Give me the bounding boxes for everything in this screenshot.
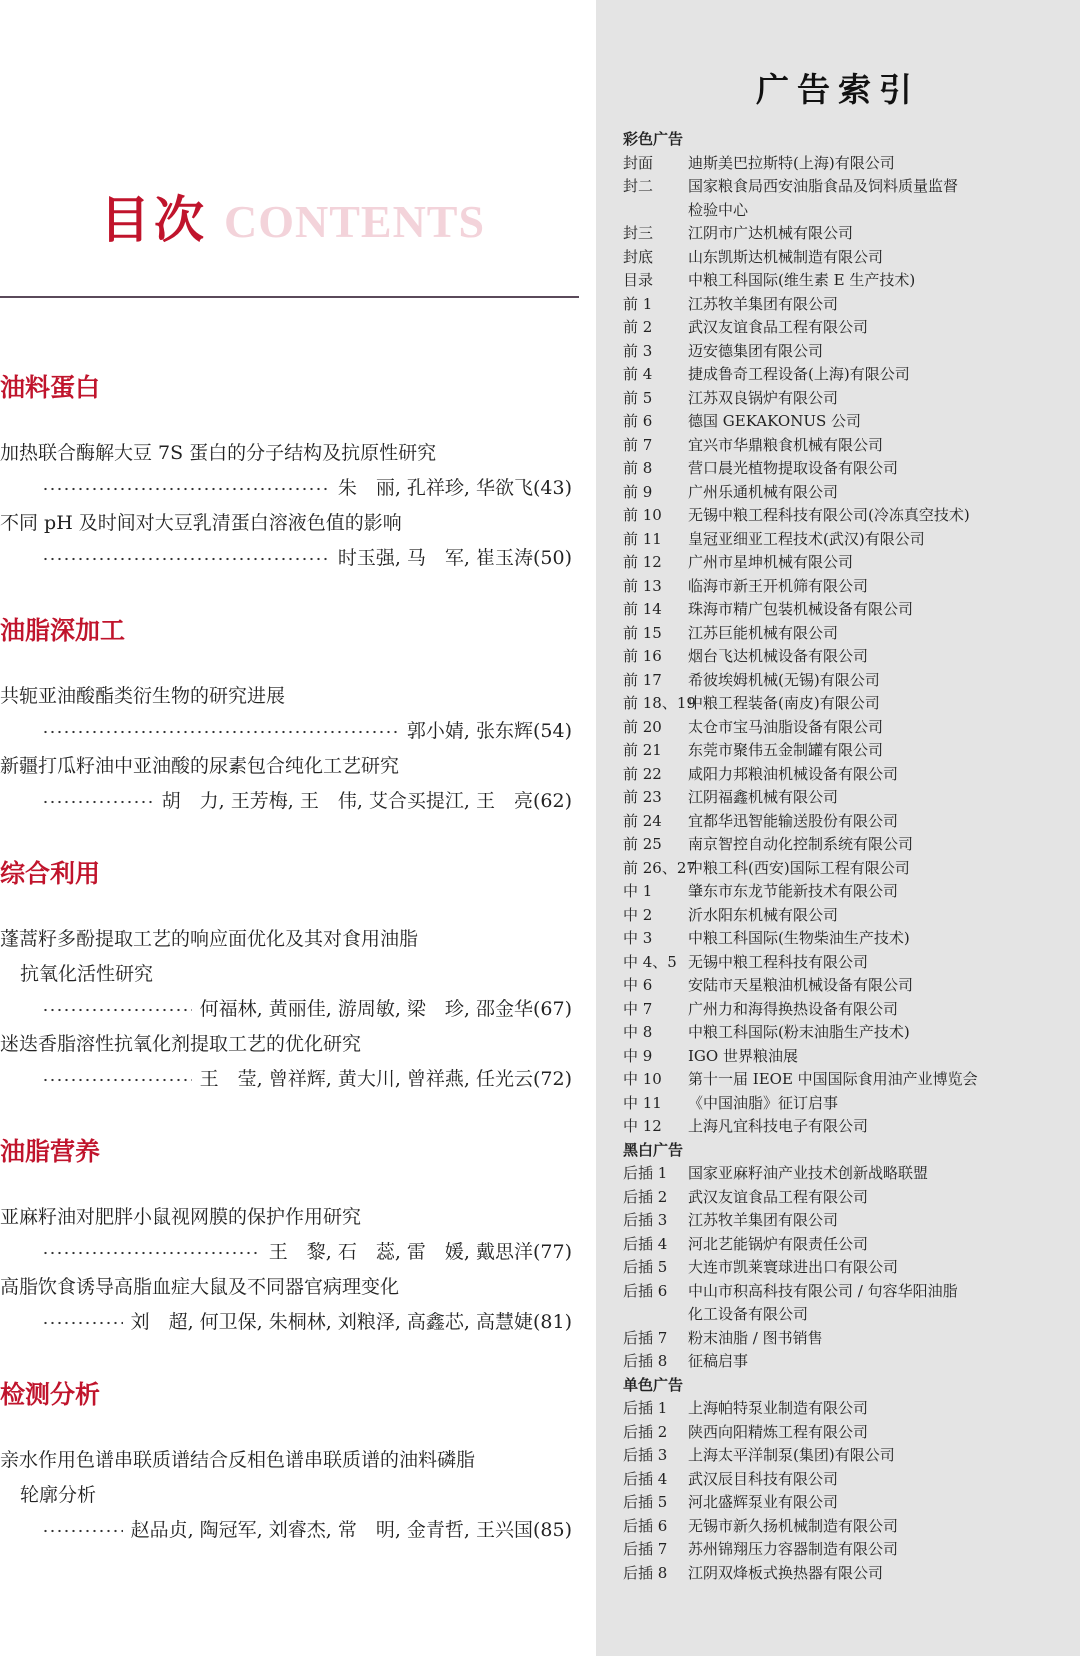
ad-entry [623,786,978,810]
ad-entry [623,575,978,599]
ad-entry [623,974,978,998]
ad-company: 广州乐通机械有限公司 [688,482,839,501]
ad-company: 皇冠亚细亚工程技术(武汉)有限公司 [688,529,925,548]
ad-entry [623,387,978,411]
toc-section [0,1132,572,1340]
article-page[interactable]: (85) [532,1519,572,1541]
ad-index-list [623,128,978,1585]
article-title[interactable]: 高脂饮食诱导高脂血症大鼠及不同器官病理变化 [0,1276,400,1298]
ad-position: 前 7 [623,435,653,454]
ad-entry [623,904,978,928]
dot-leader [42,1078,192,1082]
ad-entry [623,481,978,505]
ad-position: 后插 1 [623,1399,668,1417]
ad-entry [623,692,978,716]
ad-entry [623,1021,978,1045]
ad-entry [623,504,978,528]
article-byline [0,1062,572,1097]
ad-company: 迪斯美巴拉斯特(上海)有限公司 [688,153,895,172]
ad-entry [623,1491,978,1515]
ad-company: 珠海市精广包装机械设备有限公司 [688,600,914,618]
ad-position: 前 21 [623,741,662,759]
ad-company: 南京智控自动化控制系统有限公司 [688,835,914,853]
ad-entry [623,410,978,434]
ad-entry [623,199,978,223]
ad-position: 前 13 [623,576,662,595]
section-heading: 油脂营养 [0,1137,101,1166]
article-title[interactable]: 轮廓分析 [20,1484,97,1506]
article-byline [0,541,572,576]
ad-position: 中 1 [623,882,653,900]
ad-position: 后插 2 [623,1422,668,1441]
ad-position: 后插 4 [623,1234,668,1253]
ad-company: 上海帕特泵业制造有限公司 [688,1399,869,1417]
article-page[interactable]: (43) [532,477,572,499]
ad-position [623,199,688,223]
dot-leader [42,1321,123,1325]
dot-leader [42,1251,261,1255]
ad-position: 后插 4 [623,1469,668,1488]
ad-entry [623,1115,978,1139]
ad-company: 上海太平洋制泵(集团)有限公司 [688,1446,895,1464]
ad-company: 迈安德集团有限公司 [688,341,824,360]
ad-entry [623,434,978,458]
article-byline [0,1305,572,1340]
ad-entry [623,998,978,1022]
ad-entry [623,1186,978,1210]
ad-position: 后插 3 [623,1211,668,1229]
ad-company: 上海凡宜科技电子有限公司 [688,1117,869,1135]
ad-position: 后插 7 [623,1540,668,1558]
ad-company: 营口晨光植物提取设备有限公司 [688,459,899,477]
ad-entry [623,1327,978,1351]
ad-position: 前 1 [623,294,653,313]
ad-company: 烟台飞达机械设备有限公司 [688,647,869,665]
ad-company: 大连市凯莱寰球进出口有限公司 [688,1258,899,1276]
article-title[interactable]: 迷迭香脂溶性抗氧化剂提取工艺的优化研究 [0,1033,362,1055]
ad-position: 封三 [623,224,654,242]
ad-position: 前 25 [623,835,662,853]
ad-position: 中 3 [623,929,653,947]
ad-entry [623,763,978,787]
ad-position: 后插 6 [623,1516,668,1535]
ad-position: 封二 [623,177,654,195]
ad-entry [623,1397,978,1421]
ad-position: 前 16 [623,647,662,665]
section-heading: 油料蛋白 [0,373,101,402]
toc-section [0,368,572,576]
ad-entry [623,316,978,340]
ad-position: 前 9 [623,482,653,501]
ad-entry [623,1045,978,1069]
ad-entry [623,833,978,857]
ad-position: 中 2 [623,905,653,924]
ad-position: 后插 5 [623,1493,668,1511]
ad-entry [623,1209,978,1233]
ad-entry [623,1303,978,1327]
ad-company: 苏州锦翔压力容器制造有限公司 [688,1540,899,1558]
ad-company: IGO 世界粮油展 [688,1046,798,1065]
contents-header [100,180,485,252]
article-authors: 王 莹, 曾祥辉, 黄大川, 曾祥燕, 任光云 [199,1068,533,1090]
contents-title-en: CONTENTS [224,196,486,247]
ad-entry [623,1421,978,1445]
ad-company: 江阴双烽板式换热器有限公司 [688,1563,884,1582]
ad-position: 前 26、27 [623,858,696,877]
ad-company: 宜都华迅智能输送股份有限公司 [688,811,899,830]
ad-company: 广州力和海得换热设备有限公司 [688,999,899,1018]
article-title[interactable]: 新疆打瓜籽油中亚油酸的尿素包合纯化工艺研究 [0,755,400,777]
ad-index-panel [596,0,1080,1656]
ad-entry [623,1233,978,1257]
ad-position: 目录 [623,271,654,289]
ad-position: 前 2 [623,318,653,336]
ad-entry [623,528,978,552]
ad-group-heading: 单色广告 [623,1375,684,1394]
ad-company: 河北艺能锅炉有限责任公司 [688,1234,869,1253]
article-byline [0,471,572,506]
ad-company: 捷成鲁奇工程设备(上海)有限公司 [688,365,910,383]
dot-leader [42,1008,192,1012]
ad-entry [623,246,978,270]
ad-entry [623,645,978,669]
ad-entry [623,716,978,740]
article-title[interactable]: 不同 pH 及时间对大豆乳清蛋白溶液色值的影响 [0,512,402,534]
ad-entry [623,1350,978,1374]
ad-position: 前 4 [623,365,653,383]
ad-position: 后插 2 [623,1187,668,1206]
ad-entry [623,1538,978,1562]
ad-position: 中 7 [623,999,653,1018]
ad-position: 后插 6 [623,1281,668,1300]
ad-entry [623,622,978,646]
ad-position: 后插 5 [623,1258,668,1276]
ad-position: 前 8 [623,459,653,477]
article-page[interactable]: (72) [532,1068,572,1090]
ad-position: 后插 8 [623,1352,668,1370]
dot-leader [42,800,154,804]
ad-entry [623,669,978,693]
ad-company: 安陆市天星粮油机械设备有限公司 [688,976,914,994]
ad-entry [623,598,978,622]
ad-entry [623,1562,978,1586]
ad-company: 《中国油脂》征订启事 [688,1093,839,1112]
ad-company: 中粮工科国际(粉末油脂生产技术) [688,1023,910,1041]
section-heading: 油脂深加工 [0,616,126,645]
ad-entry [623,739,978,763]
ad-company: 武汉友谊食品工程有限公司 [688,1187,869,1206]
article-byline [0,1513,572,1548]
article-page[interactable]: (62) [532,790,572,812]
ad-entry [623,293,978,317]
ad-company: 太仓市宝马油脂设备有限公司 [688,717,884,736]
article-title[interactable]: 加热联合酶解大豆 7S 蛋白的分子结构及抗原性研究 [0,442,437,464]
article-title[interactable]: 亚麻籽油对肥胖小鼠视网膜的保护作用研究 [0,1206,362,1228]
ad-entry [623,340,978,364]
ad-entry [623,927,978,951]
article-page[interactable]: (67) [532,998,572,1020]
ad-company: 第十一届 IEOE 中国国际食用油产业博览会 [688,1070,978,1088]
ad-group-heading: 彩色广告 [623,130,684,148]
toc-section [0,611,572,819]
article-authors: 何福林, 黄丽佳, 游周敏, 梁 珍, 邵金华 [199,998,533,1020]
ad-position: 前 17 [623,670,662,689]
ad-company: 检验中心 [688,200,749,219]
ad-position: 前 22 [623,764,662,783]
ad-company: 中粮工科(西安)国际工程有限公司 [688,858,910,877]
ad-company: 广州市星坤机械有限公司 [688,553,854,571]
ad-company: 宜兴市华鼎粮食机械有限公司 [688,435,884,454]
ad-company: 希彼埃姆机械(无锡)有限公司 [688,670,880,689]
ad-group-heading: 黑白广告 [623,1140,684,1159]
ad-company: 中粮工科国际(维生素 E 生产技术) [688,271,916,289]
ad-company: 中山市积高科技有限公司 / 句容华阳油脂 [688,1281,958,1300]
dot-leader [42,1529,123,1533]
ad-company: 粉末油脂 / 图书销售 [688,1328,823,1347]
ad-company: 中粮工科国际(生物柴油生产技术) [688,929,910,947]
article-page[interactable]: (77) [532,1241,572,1263]
ad-entry [623,1515,978,1539]
article-authors: 王 黎, 石 蕊, 雷 媛, 戴思洋 [268,1241,533,1263]
ad-company: 武汉友谊食品工程有限公司 [688,318,869,336]
ad-entry [623,222,978,246]
ad-entry [623,551,978,575]
ad-position [623,1303,688,1327]
article-authors: 朱 丽, 孔祥珍, 华欲飞 [337,477,533,499]
article-page[interactable]: (54) [532,720,572,742]
ad-position: 前 23 [623,788,662,806]
ad-entry [623,1162,978,1186]
article-title[interactable]: 亲水作用色谱串联质谱结合反相色谱串联质谱的油料磷脂 [0,1449,476,1471]
ad-position: 前 24 [623,811,662,830]
ad-company: 肇东市东龙节能新技术有限公司 [688,882,899,900]
ad-entry [623,175,978,199]
ad-entry [623,457,978,481]
ad-company: 山东凯斯达机械制造有限公司 [688,247,884,266]
ad-position: 前 12 [623,553,662,571]
ad-position: 前 20 [623,717,662,736]
article-authors: 刘 超, 何卫保, 朱桐林, 刘粮泽, 高鑫芯, 高慧婕 [130,1311,533,1333]
ad-company: 无锡中粮工程科技有限公司 [688,952,869,971]
ad-position: 前 18、19 [623,694,696,712]
ad-entry [623,1092,978,1116]
article-title[interactable]: 抗氧化活性研究 [20,963,154,985]
header-divider [0,296,579,298]
article-byline [0,1235,572,1270]
ad-position: 中 10 [623,1070,662,1088]
dot-leader [42,487,330,491]
section-heading: 综合利用 [0,859,101,888]
ad-entry [623,363,978,387]
ad-position: 封底 [623,247,654,266]
ad-company: 无锡市新久扬机械制造有限公司 [688,1516,899,1535]
ad-position: 前 15 [623,623,662,642]
ad-company: 陕西向阳精炼工程有限公司 [688,1422,869,1441]
ad-company: 江苏牧羊集团有限公司 [688,294,839,313]
ad-company: 江苏双良锅炉有限公司 [688,388,839,407]
ad-position: 前 14 [623,600,662,618]
article-authors: 郭小婧, 张东辉 [406,720,533,742]
ad-company: 化工设备有限公司 [688,1305,809,1323]
ad-position: 前 5 [623,388,653,407]
ad-entry [623,1280,978,1304]
ad-entry [623,1256,978,1280]
article-byline [0,784,572,819]
article-authors: 胡 力, 王芳梅, 王 伟, 艾合买提江, 王 亮 [161,790,533,812]
ad-position: 后插 1 [623,1164,668,1182]
toc-list [0,368,572,1583]
ad-position: 前 10 [623,506,662,524]
ad-position: 前 11 [623,529,662,548]
ad-position: 后插 8 [623,1563,668,1582]
ad-entry [623,857,978,881]
ad-company: 无锡中粮工程科技有限公司(冷冻真空技术) [688,506,970,524]
ad-position: 前 3 [623,341,653,360]
ad-position: 中 11 [623,1093,662,1112]
ad-company: 江苏巨能机械有限公司 [688,623,839,642]
ad-position: 中 4、5 [623,952,677,971]
ad-entry [623,880,978,904]
ad-company: 征稿启事 [688,1352,749,1370]
ad-position: 中 9 [623,1046,653,1065]
ad-entry [623,152,978,176]
ad-company: 国家粮食局西安油脂食品及饲料质量监督 [688,177,959,195]
dot-leader [42,557,330,561]
article-page[interactable]: (50) [532,547,572,569]
ad-position: 后插 7 [623,1328,668,1347]
ad-position: 封面 [623,153,654,172]
ad-company: 德国 GEKAKONUS 公司 [688,412,862,430]
ad-company: 江苏牧羊集团有限公司 [688,1211,839,1229]
ad-entry [623,1468,978,1492]
ad-entry [623,1068,978,1092]
ad-company: 中粮工程装备(南皮)有限公司 [688,694,880,712]
ad-company: 江阴福鑫机械有限公司 [688,788,839,806]
article-authors: 赵品贞, 陶冠军, 刘睿杰, 常 明, 金青哲, 王兴国 [130,1519,533,1541]
ad-position: 中 6 [623,976,653,994]
ad-company: 江阴市广达机械有限公司 [688,224,854,242]
ad-company: 武汉辰目科技有限公司 [688,1469,839,1488]
ad-index-title: 广告索引 [756,70,920,109]
toc-section [0,1375,572,1548]
ad-position: 中 12 [623,1117,662,1135]
contents-title-cn: 目次 [100,191,208,249]
ad-company: 河北盛辉泵业有限公司 [688,1493,839,1511]
ad-entry [623,269,978,293]
ad-entry [623,810,978,834]
article-title[interactable]: 蓬蒿籽多酚提取工艺的响应面优化及其对食用油脂 [0,928,419,950]
ad-company: 临海市新王开机筛有限公司 [688,576,869,595]
article-byline [0,992,572,1027]
toc-section [0,854,572,1097]
ad-company: 咸阳力邦粮油机械设备有限公司 [688,764,899,783]
ad-company: 东莞市聚伟五金制罐有限公司 [688,741,884,759]
ad-position: 中 8 [623,1023,653,1041]
ad-entry [623,951,978,975]
dot-leader [42,730,399,734]
ad-company: 沂水阳东机械有限公司 [688,905,839,924]
ad-position: 后插 3 [623,1446,668,1464]
ad-company: 国家亚麻籽油产业技术创新战略联盟 [688,1164,929,1182]
ad-position: 前 6 [623,412,653,430]
section-heading: 检测分析 [0,1380,101,1409]
article-authors: 时玉强, 马 军, 崔玉涛 [337,547,533,569]
ad-entry [623,1444,978,1468]
article-title[interactable]: 共轭亚油酸酯类衍生物的研究进展 [0,685,286,707]
article-byline [0,714,572,749]
article-page[interactable]: (81) [532,1311,572,1333]
